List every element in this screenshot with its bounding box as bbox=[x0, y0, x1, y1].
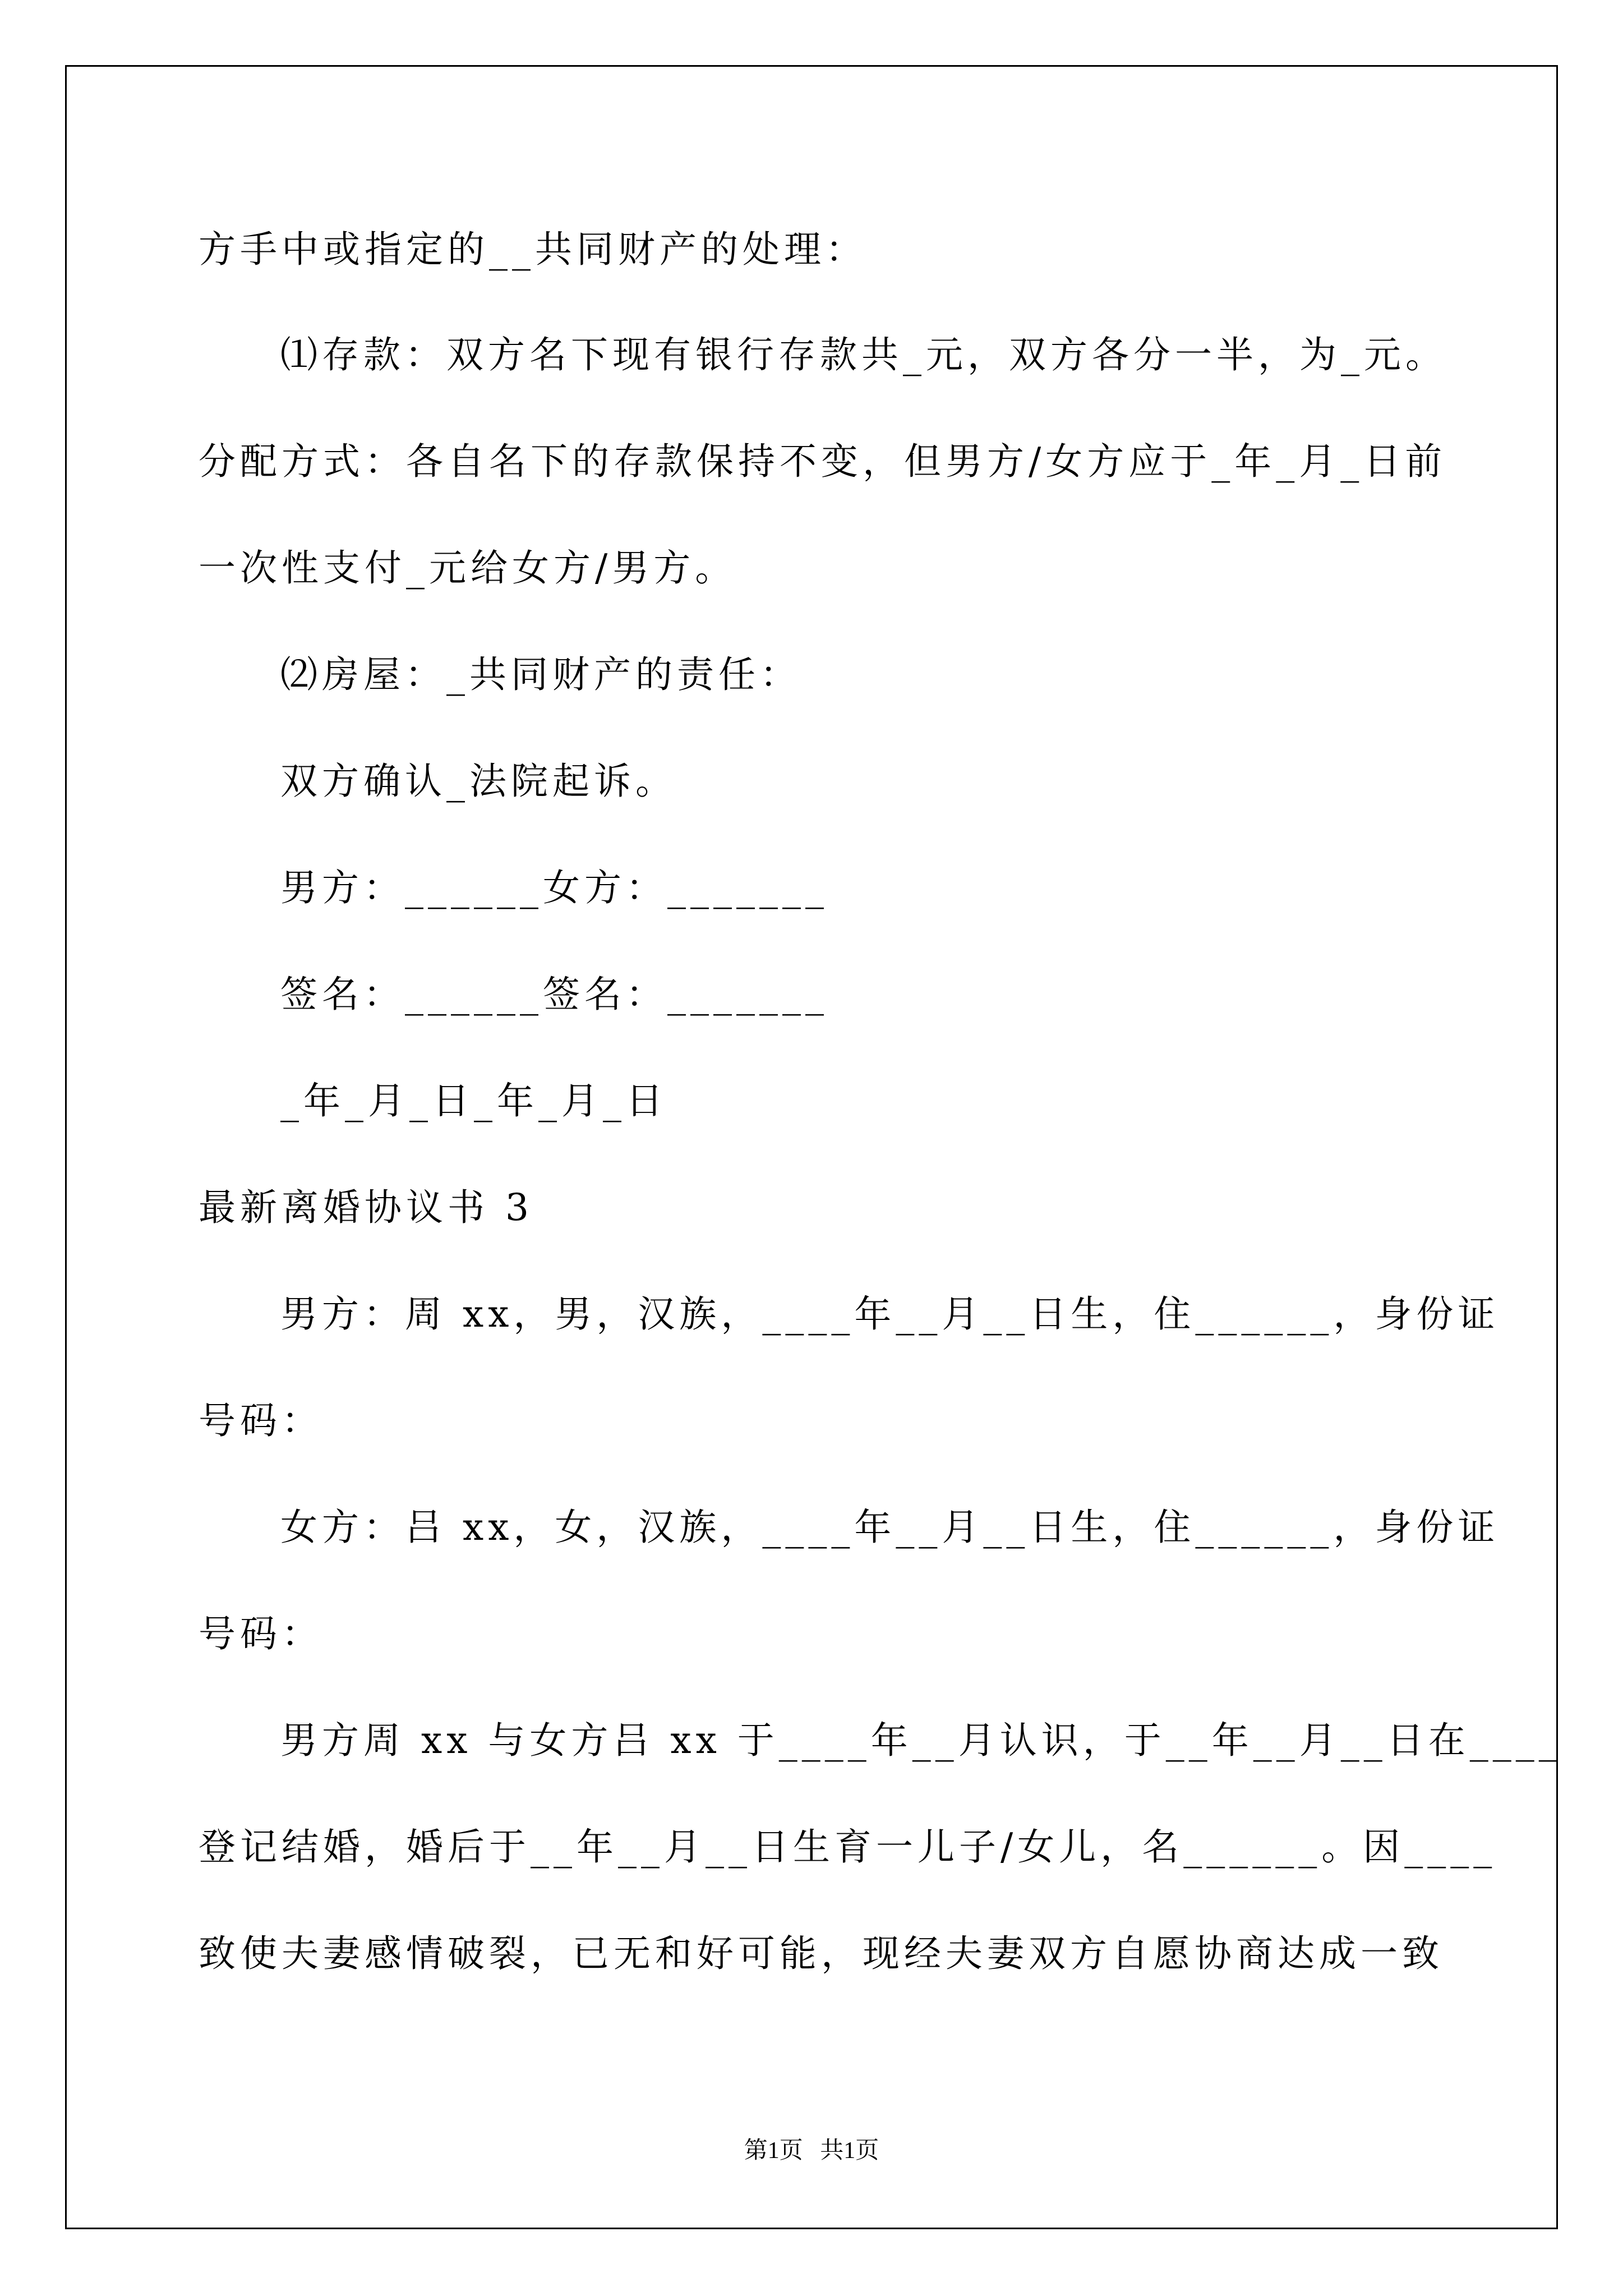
page-border bbox=[65, 65, 1562, 2229]
text-line-14: 号码： bbox=[199, 1612, 323, 1655]
text-line-11: 男方：周 xx，男，汉族，____年__月__日生，住______，身份证 bbox=[280, 1292, 1500, 1336]
text-line-8: 签名：______签名：_______ bbox=[280, 973, 828, 1016]
text-line-3: 分配方式：各自名下的存款保持不变，但男方/女方应于_年_月_日前 bbox=[199, 440, 1447, 483]
text-line-2: ⑴存款：双方名下现有银行存款共_元，双方各分一半，为_元。 bbox=[280, 333, 1447, 376]
text-line-16: 登记结婚，婚后于__年__月__日生育一儿子/女儿，名______。因____ bbox=[199, 1825, 1497, 1869]
text-line-4: 一次性支付_元给女方/男方。 bbox=[199, 546, 737, 590]
text-line-9: _年_月_日_年_月_日 bbox=[280, 1079, 667, 1122]
text-line-6: 双方确认_法院起诉。 bbox=[280, 760, 677, 803]
text-line-12: 号码： bbox=[199, 1399, 323, 1442]
text-line-5: ⑵房屋：_共同财产的责任： bbox=[280, 653, 801, 696]
text-line-13: 女方：吕 xx，女，汉族，____年__月__日生，住______，身份证 bbox=[280, 1506, 1500, 1549]
text-line-7: 男方：______女方：_______ bbox=[280, 866, 828, 909]
text-line-15: 男方周 xx 与女方吕 xx 于____年__月认识，于__年__月__日在____ bbox=[280, 1719, 1562, 1762]
page-footer: 第1页 共1页 bbox=[744, 2138, 879, 2164]
section-heading: 最新离婚协议书 3 bbox=[199, 1186, 533, 1229]
text-line-17: 致使夫妻感情破裂，已无和好可能，现经夫妻双方自愿协商达成一致 bbox=[199, 1932, 1444, 1975]
text-line-1: 方手中或指定的__共同财产的处理： bbox=[199, 228, 867, 271]
